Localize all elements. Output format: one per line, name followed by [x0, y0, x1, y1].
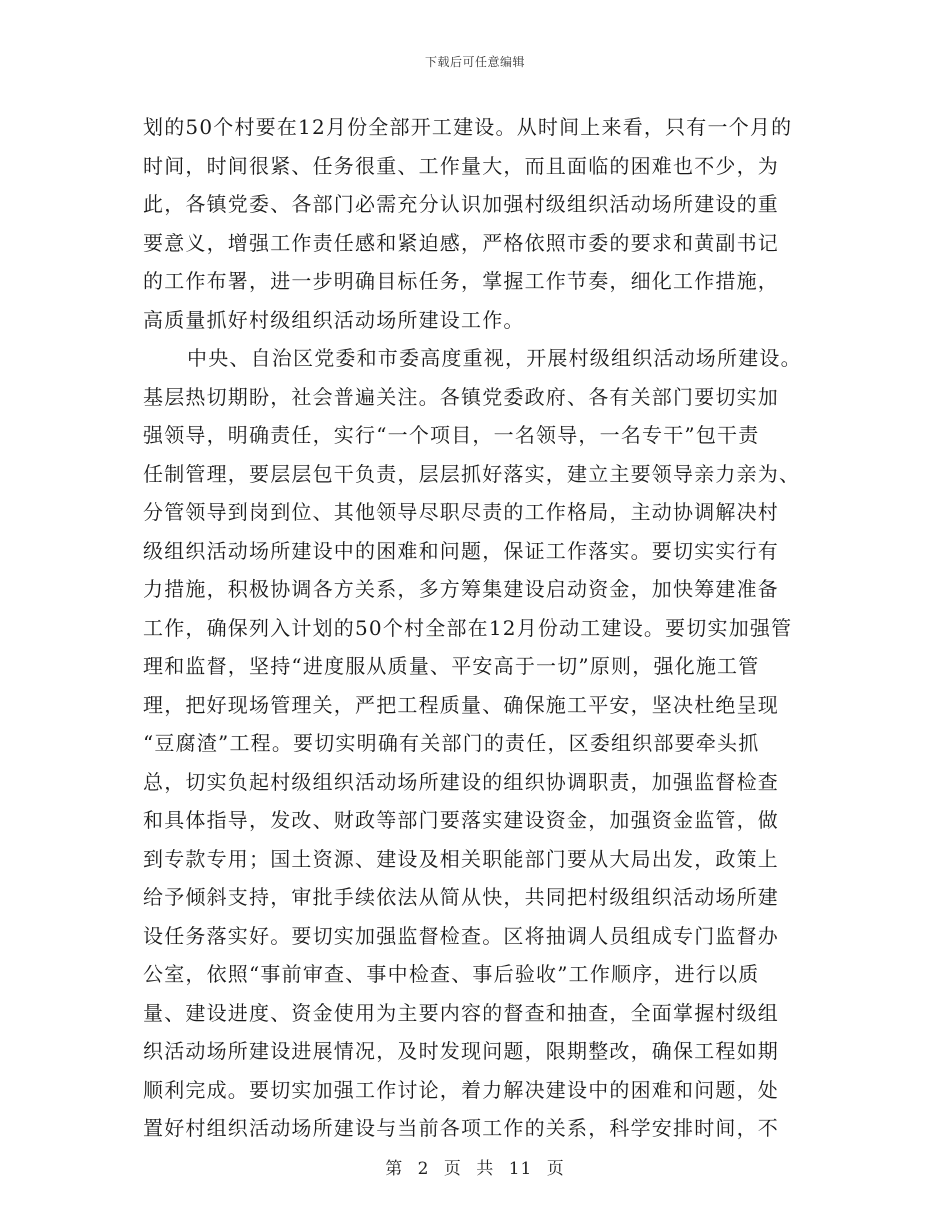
text-line: 理和监督，坚持“进度服从质量、平安高于一切”原则，强化施工管 — [143, 654, 760, 678]
footer-total-word: 共 — [476, 1159, 495, 1179]
text-line: 到专款专用；国土资源、建设及相关职能部门要从大局出发，政策上 — [143, 846, 779, 871]
text-line: 量、建设进度、资金使用为主要内容的督查和抽查，全面掌握村级组 — [143, 1000, 779, 1025]
current-page-number: 2 — [417, 1159, 430, 1179]
page-footer — [0, 1154, 950, 1179]
text-line: 的工作布署，进一步明确目标任务，掌握工作节奏，细化工作措施， — [143, 269, 779, 293]
text-line: 划的50个村要在12月份全部开工建设。从时间上来看，只有一个月的 — [143, 115, 793, 139]
text-line: 理，把好现场管理关，严把工程质量、确保施工平安，坚决杜绝呈现 — [143, 692, 779, 717]
text-line: 给予倾斜支持，审批手续依法从简从快，共同把村级组织活动场所建 — [143, 885, 779, 909]
text-line: 工作，确保列入计划的50个村全部在12月份动工建设。要切实加强管 — [143, 615, 793, 640]
footer-page-word: 页 — [443, 1159, 462, 1179]
body-text — [143, 108, 815, 1148]
text-line: 公室，依照“事前审查、事中检查、事后验收”工作顺序，进行以质 — [143, 962, 760, 986]
text-line: 基层热切期盼，社会普遍关注。各镇党委政府、各有关部门要切实加 — [143, 384, 779, 409]
page-header: 下载后可任意编辑 — [424, 55, 525, 69]
text-line: 顺利完成。要切实加强工作讨论，着力解决建设中的困难和问题，处 — [143, 1077, 779, 1102]
text-line: 设任务落实好。要切实加强监督检查。区将抽调人员组成专门监督办 — [143, 923, 779, 948]
text-line: 级组织活动场所建设中的困难和问题，保证工作落实。要切实实行有 — [143, 538, 779, 563]
text-line: 分管领导到岗到位、其他领导尽职尽责的工作格局，主动协调解决村 — [143, 500, 779, 524]
text-line: 要意义，增强工作责任感和紧迫感，严格依照市委的要求和黄副书记 — [143, 230, 779, 255]
text-line: 任制管理，要层层包干负责，层层抓好落实，建立主要领导亲力亲为、 — [143, 461, 801, 486]
footer-prefix: 第 — [385, 1159, 404, 1179]
total-pages-number: 11 — [508, 1159, 533, 1179]
text-line: 力措施，积极协调各方关系，多方筹集建设启动资金，加快筹建准备 — [143, 577, 779, 601]
text-line: 时间，时间很紧、任务很重、工作量大，而且面临的困难也不少，为 — [143, 153, 779, 178]
text-line: 织活动场所建设进展情况，及时发现问题，限期整改，确保工程如期 — [143, 1039, 779, 1063]
text-line: 强领导，明确责任，实行“一个项目，一名领导，一名专干”包干责 — [143, 423, 760, 447]
paragraph-first-line: 中央、自治区党委和市委高度重视，开展村级组织活动场所建设。 — [187, 346, 802, 370]
footer-suffix: 页 — [546, 1159, 565, 1179]
text-line: “豆腐渣”工程。要切实明确有关部门的责任，区委组织部要牵头抓 — [143, 731, 760, 755]
text-line: 总，切实负起村级组织活动场所建设的组织协调职责，加强监督检查 — [143, 769, 779, 794]
text-line: 置好村组织活动场所建设与当前各项工作的关系，科学安排时间，不 — [143, 1116, 779, 1140]
text-line: 高质量抓好村级组织活动场所建设工作。 — [143, 307, 525, 332]
text-line: 此，各镇党委、各部门必需充分认识加强村级组织活动场所建设的重 — [143, 192, 779, 216]
text-line: 和具体指导，发改、财政等部门要落实建设资金，加强资金监管，做 — [143, 808, 779, 832]
